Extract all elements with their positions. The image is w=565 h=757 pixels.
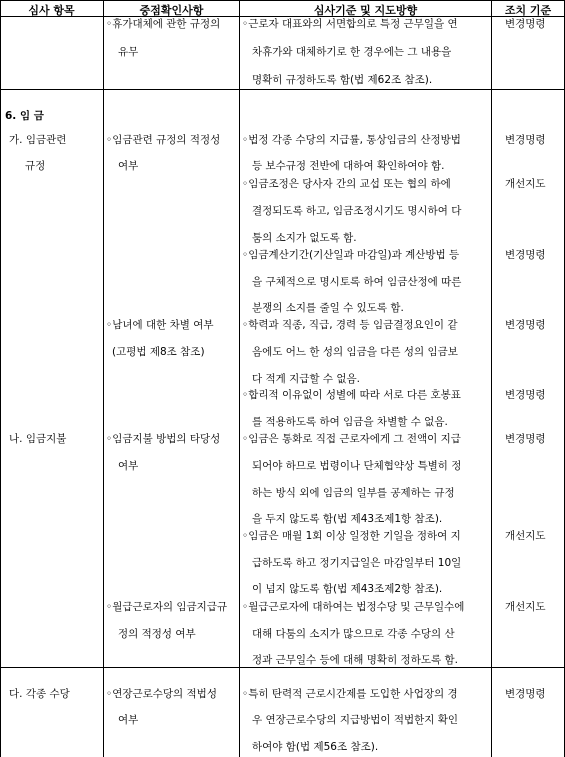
criteria-text: 툼의 소지가 없도록 함. xyxy=(252,232,357,244)
criteria-text: ◦법정 각종 수당의 지급률, 통상임금의 산정방법 xyxy=(242,134,461,146)
action-text: 개선지도 xyxy=(505,601,546,613)
criteria-text: ◦합리적 이유없이 성별에 따라 서로 다른 호봉표 xyxy=(242,389,461,401)
criteria-text: 다 적게 지급할 수 없음. xyxy=(252,373,360,385)
action-text: 변경명령 xyxy=(505,249,546,261)
criteria-text: ◦월급근로자에 대하여는 법정수당 및 근무일수에 xyxy=(242,601,465,613)
item-text: 규정 xyxy=(25,160,46,172)
criteria-text: ◦임금은 매월 1회 이상 일정한 기일을 정하여 지 xyxy=(242,530,461,542)
criteria-text: 을 구체적으로 명시토록 하여 임금산정에 따른 xyxy=(252,276,462,288)
header-key-checks: 중점확인사항 xyxy=(139,4,204,17)
item-text: 나. 임금지불 xyxy=(9,433,67,445)
header-review-item: 심사 항목 xyxy=(28,4,75,17)
action-text: 개선지도 xyxy=(505,530,546,542)
criteria-text: 급하도록 하고 정기지급일은 마감일부터 10일 xyxy=(252,557,462,569)
action-text: 변경명령 xyxy=(505,134,546,146)
criteria-text: 음에도 어느 한 성의 임금을 다른 성의 임금보 xyxy=(252,346,458,358)
check-text: 유무 xyxy=(118,46,139,58)
header-criteria: 심사기준 및 지도방향 xyxy=(313,4,418,17)
criteria-text: 이 넘지 않도록 함(법 제43조제2항 참조). xyxy=(252,583,443,595)
row-divider xyxy=(0,89,565,90)
item-text: 가. 임금관련 xyxy=(9,134,67,146)
action-text: 변경명령 xyxy=(505,688,546,700)
criteria-text: 우 연장근로수당의 지급방법이 적법한지 확인 xyxy=(252,714,459,726)
action-text: 변경명령 xyxy=(505,433,546,445)
check-text: ◦월급근로자의 임금지급규 xyxy=(106,601,228,613)
criteria-text: 분쟁의 소지를 줄일 수 있도록 함. xyxy=(252,302,404,314)
criteria-text: 를 적용하도록 하여 임금을 차별할 수 없음. xyxy=(252,416,448,428)
criteria-text: 정과 근무일수 등에 대해 명확히 정하도록 함. xyxy=(252,654,458,666)
criteria-text: ◦임금계산기간(기산일과 마감일)과 계산방법 등 xyxy=(242,249,460,261)
criteria-text: 하는 방식 외에 임금의 일부를 공제하는 규정 xyxy=(252,487,455,499)
criteria-text: 을 두지 않도록 함(법 제43조제1항 참조). xyxy=(252,513,443,525)
check-text: 여부 xyxy=(118,714,139,726)
criteria-text: ◦특히 탄력적 근로시간제를 도입한 사업장의 경 xyxy=(242,688,458,700)
criteria-text: ◦근로자 대표와의 서면합의로 특정 근무일을 연 xyxy=(242,18,458,30)
check-text: 여부 xyxy=(118,460,139,472)
check-text: ◦휴가대체에 관한 규정의 xyxy=(106,18,221,30)
action-text: 변경명령 xyxy=(505,389,546,401)
column-divider xyxy=(103,0,104,757)
criteria-text: 명확히 규정하도록 함(법 제62조 참조). xyxy=(252,74,433,86)
row-divider xyxy=(0,667,565,668)
criteria-text: ◦학력과 직종, 직급, 경력 등 임금결정요인이 같 xyxy=(242,319,458,331)
check-text: ◦임금지불 방법의 타당성 xyxy=(106,433,221,445)
criteria-text: 대해 다툼의 소지가 많으므로 각종 수당의 산 xyxy=(252,628,455,640)
check-text: (고평법 제8조 참조) xyxy=(112,346,205,358)
criteria-text: ◦임금조정은 당사자 간의 교섭 또는 협의 하에 xyxy=(242,178,451,190)
check-text: ◦임금관련 규정의 적정성 xyxy=(106,134,221,146)
action-text: 변경명령 xyxy=(505,319,546,331)
criteria-text: ◦임금은 통화로 직접 근로자에게 그 전액이 지급 xyxy=(242,433,461,445)
column-divider xyxy=(491,0,492,757)
criteria-text: 등 보수규정 전반에 대하여 확인하여야 함. xyxy=(252,160,445,172)
check-text: 정의 적정성 여부 xyxy=(118,628,196,640)
criteria-text: 결정되도록 하고, 임금조정시기도 명시하여 다 xyxy=(252,205,462,217)
check-text: 여부 xyxy=(118,160,139,172)
header-action: 조치 기준 xyxy=(504,4,552,17)
criteria-text: 되어야 하므로 법령이나 단체협약상 특별히 정 xyxy=(252,460,462,472)
column-divider xyxy=(239,0,240,757)
criteria-text: 차휴가와 대체하기로 한 경우에는 그 내용을 xyxy=(252,46,452,58)
table-border-left xyxy=(0,0,1,757)
check-text: ◦연장근로수당의 적법성 xyxy=(106,688,217,700)
action-text: 개선지도 xyxy=(505,178,546,190)
table-border-top xyxy=(0,0,565,1)
action-text: 변경명령 xyxy=(505,18,546,30)
section-title: 6. 임 금 xyxy=(5,110,44,122)
check-text: ◦남녀에 대한 차별 여부 xyxy=(106,319,214,331)
item-text: 다. 각종 수당 xyxy=(9,688,70,700)
criteria-text: 하여야 함(법 제56조 참조). xyxy=(252,741,379,753)
